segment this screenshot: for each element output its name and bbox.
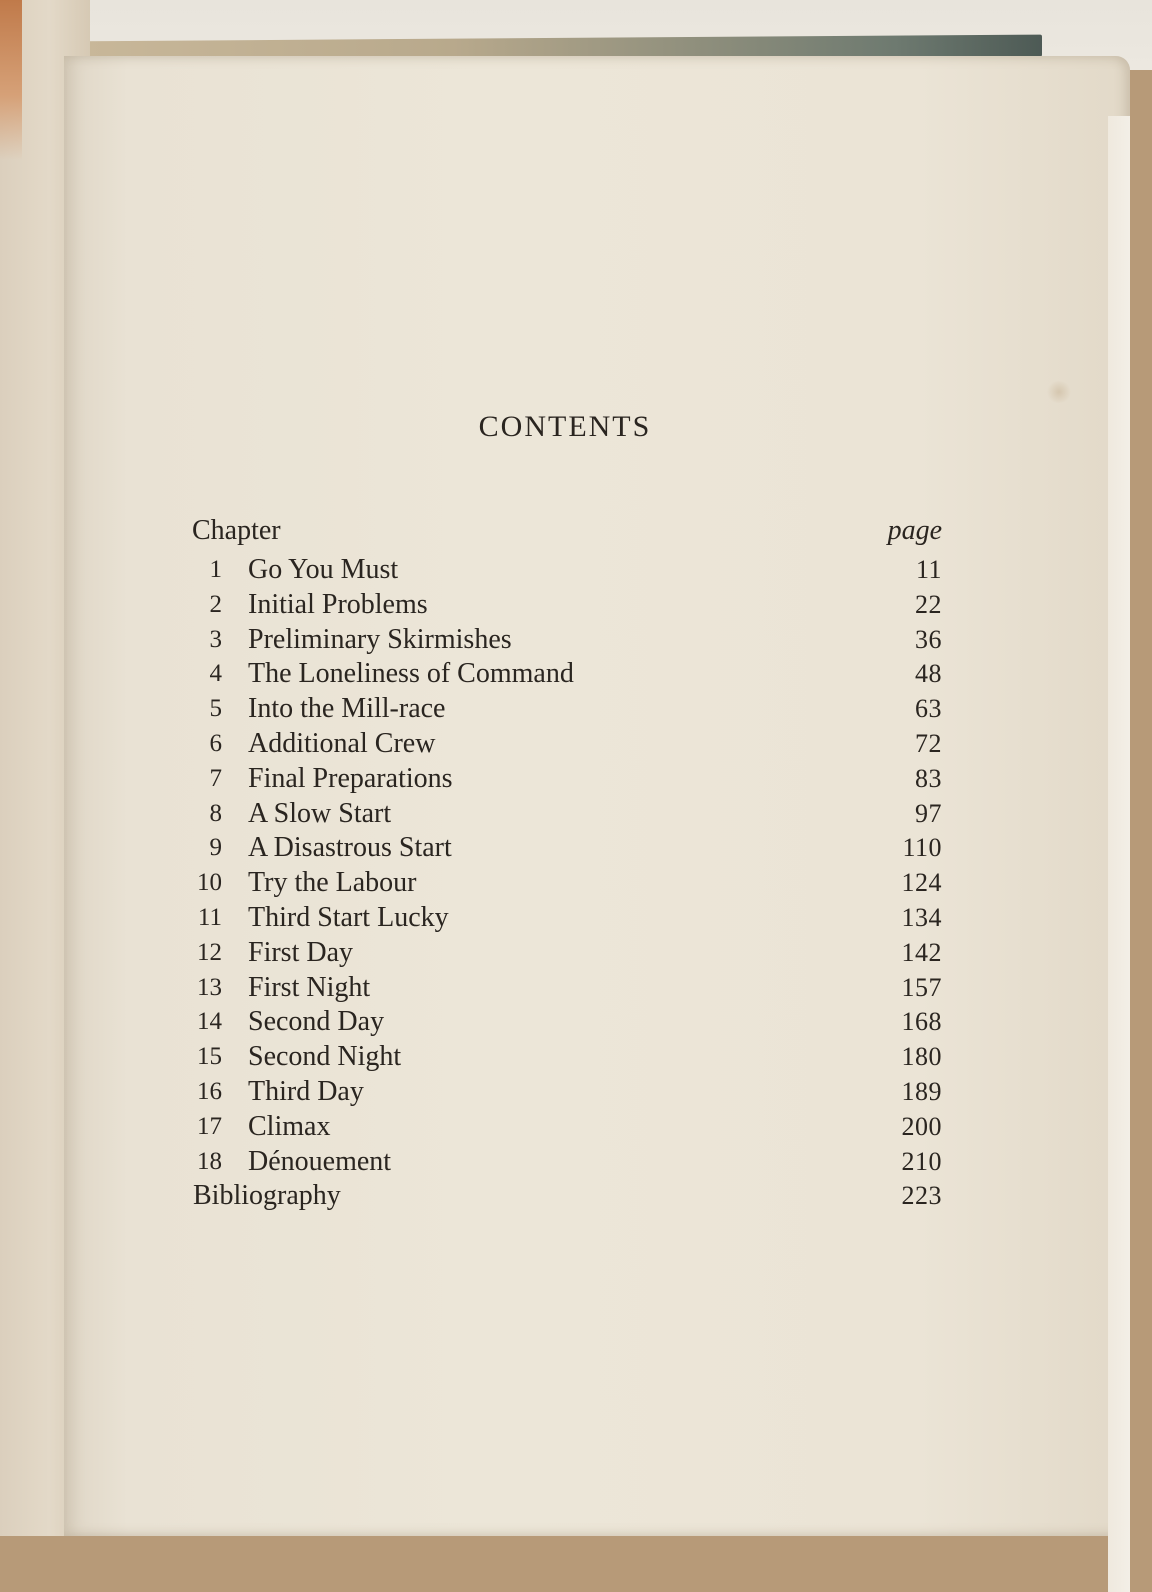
toc-entry (192, 1040, 942, 1075)
chapter-number: 9 (209, 834, 222, 862)
chapter-number: 13 (197, 973, 222, 1001)
page-number: 97 (915, 798, 942, 828)
page-number: 142 (901, 937, 942, 967)
page-number: 72 (915, 728, 942, 758)
toc-entry (192, 901, 942, 936)
left-page-edge (0, 0, 22, 160)
page-number: 83 (915, 763, 942, 793)
page-number: 200 (901, 1111, 942, 1141)
toc-entry (192, 1110, 942, 1145)
toc-entry (192, 1005, 942, 1040)
chapter-number: 12 (197, 938, 222, 966)
chapter-title: Climax (248, 1110, 331, 1142)
chapter-number: 11 (197, 903, 222, 931)
chapter-title: A Disastrous Start (248, 832, 452, 864)
chapter-number: 7 (209, 764, 222, 792)
chapter-title: A Slow Start (248, 797, 392, 829)
chapter-title: Third Day (248, 1075, 364, 1107)
page-number: 189 (901, 1076, 942, 1106)
chapter-number: 17 (197, 1112, 222, 1140)
chapter-title: Go You Must (248, 554, 399, 585)
page-number: 210 (901, 1146, 942, 1176)
toc-entry (192, 936, 942, 971)
page-right-edge (1108, 116, 1130, 1592)
page-number: 180 (901, 1042, 942, 1072)
chapter-number: 5 (209, 695, 222, 723)
chapter-number: 8 (209, 799, 222, 827)
toc-entry (192, 1145, 942, 1180)
toc-column-headers (192, 515, 942, 555)
toc-entry (192, 727, 942, 762)
chapter-title: First Day (248, 936, 353, 968)
chapter-title: Dénouement (248, 1145, 392, 1177)
bibliography-title: Bibliography (193, 1180, 341, 1212)
chapter-number: 1 (209, 556, 222, 583)
chapter-title: Try the Labour (248, 867, 417, 899)
page-number: 157 (901, 972, 942, 1002)
chapter-title: Preliminary Skirmishes (248, 623, 512, 655)
chapter-number: 4 (209, 660, 222, 688)
chapter-title: First Night (248, 971, 371, 1003)
chapter-number: 15 (197, 1043, 222, 1071)
chapter-number: 3 (209, 625, 222, 653)
toc-entry-bibliography (192, 1179, 942, 1214)
chapter-column-label: Chapter (192, 515, 281, 546)
toc-entry (192, 623, 942, 658)
toc-entry (192, 797, 942, 832)
toc-entry (192, 866, 942, 901)
chapter-title: Additional Crew (248, 727, 436, 759)
toc-entry (192, 831, 942, 866)
page-number: 134 (901, 902, 942, 932)
toc-list (192, 553, 942, 1214)
toc-entry (192, 588, 942, 623)
chapter-title: Second Night (248, 1041, 402, 1073)
page-column-label: page (887, 515, 942, 546)
chapter-number: 2 (209, 590, 222, 618)
page-number: 36 (915, 624, 942, 654)
toc-entry (192, 1075, 942, 1110)
chapter-title: The Loneliness of Command (248, 658, 574, 690)
page-stain (1046, 381, 1072, 403)
page-number: 110 (902, 833, 942, 863)
chapter-number: 6 (209, 729, 222, 757)
chapter-title: Third Start Lucky (248, 901, 449, 933)
page-number: 22 (915, 589, 942, 619)
page-number: 63 (915, 694, 942, 724)
toc-entry (192, 692, 942, 727)
chapter-number: 10 (197, 869, 222, 897)
page-number: 168 (901, 1007, 942, 1037)
chapter-number: 16 (197, 1077, 222, 1105)
chapter-title: Second Day (248, 1006, 385, 1038)
contents-heading: CONTENTS (478, 410, 652, 443)
page-number: 124 (901, 868, 942, 898)
toc-entry (192, 657, 942, 692)
page-number: 48 (915, 659, 942, 689)
chapter-title: Initial Problems (248, 588, 428, 620)
toc-entry (192, 762, 942, 797)
chapter-number: 14 (197, 1008, 222, 1036)
chapter-title: Final Preparations (248, 762, 453, 794)
page-number: 223 (901, 1181, 942, 1211)
toc-entry (192, 553, 942, 588)
chapter-number: 18 (197, 1147, 222, 1175)
page-number: 11 (915, 555, 942, 584)
chapter-title: Into the Mill-race (248, 693, 446, 725)
toc-entry (192, 971, 942, 1006)
